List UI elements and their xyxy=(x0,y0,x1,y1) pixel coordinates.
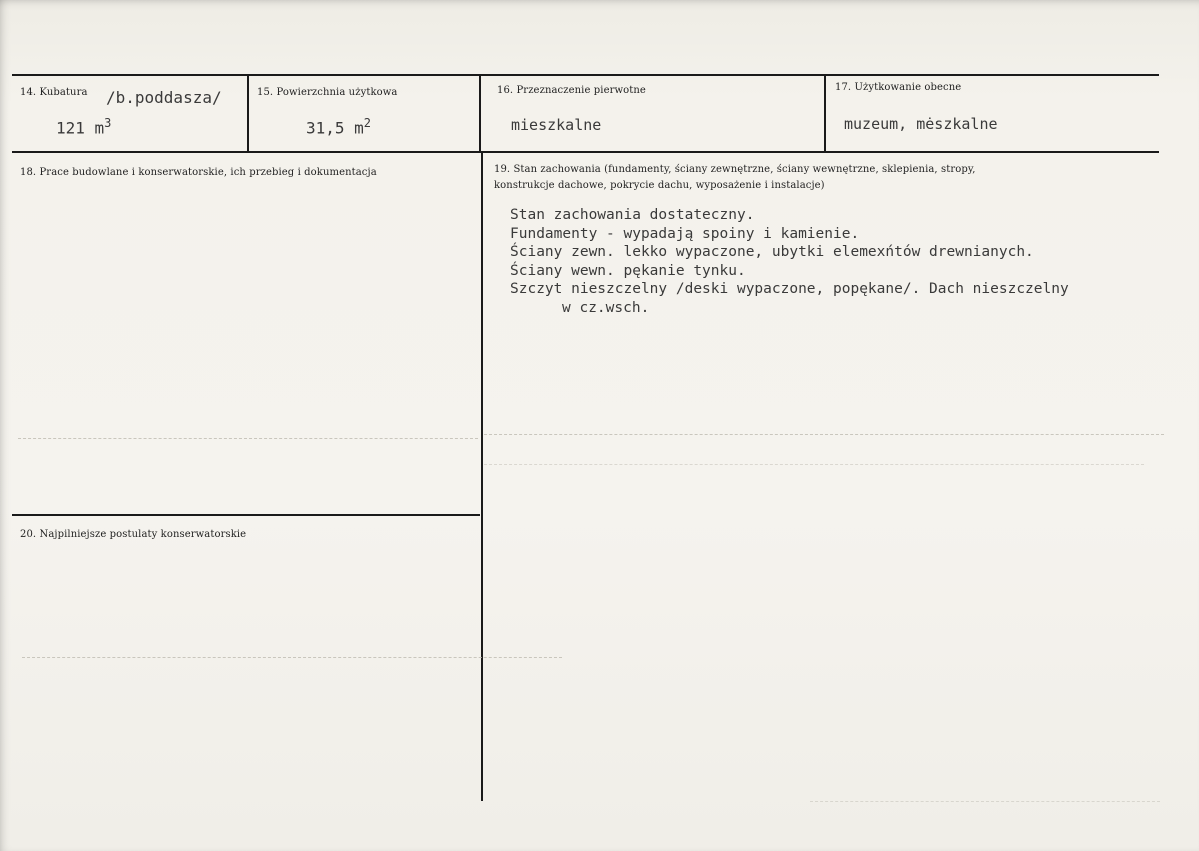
divider-15-16 xyxy=(479,74,481,153)
uzytkowanie-value: muzeum, mėszkalne xyxy=(844,115,998,133)
stan-line: Stan zachowania dostateczny. xyxy=(510,207,755,223)
faint-guide-line xyxy=(18,438,478,440)
kubatura-value-text: 121 m xyxy=(56,118,105,138)
uzytkowanie-label: 17. Użytkowanie obecne xyxy=(835,82,962,93)
top-rule xyxy=(12,74,1159,76)
powierzchnia-value-text: 31,5 m xyxy=(306,118,364,138)
divider-main xyxy=(481,151,483,801)
powierzchnia-unit-exponent: 2 xyxy=(363,116,372,130)
stan-line: Fundamenty - wypadają spoiny i kamienie. xyxy=(510,225,860,242)
stan-label-line1: 19. Stan zachowania (fundamenty, ściany zewnętrzne, ściany wewnętrzne, sklepienia, stropy, xyxy=(494,164,976,175)
faint-guide-line xyxy=(484,434,1164,436)
powierzchnia-label: 15. Powierzchnia użytkowa xyxy=(257,87,398,98)
divider-16-17 xyxy=(824,74,826,153)
stan-line: Ściany zewn. lekko wypaczone, ubytki elemexńtów drewnianych. xyxy=(510,244,1034,260)
przeznaczenie-label: 16. Przeznaczenie pierwotne xyxy=(497,85,646,96)
faint-guide-line xyxy=(810,801,1160,803)
powierzchnia-value xyxy=(306,116,371,137)
kubatura-unit-exponent: 3 xyxy=(104,116,112,130)
faint-guide-line xyxy=(22,657,562,659)
faint-guide-line xyxy=(484,464,1144,466)
row1-bottom-rule xyxy=(12,151,1159,153)
stan-typed-text xyxy=(510,206,1069,317)
postulaty-label: 20. Najpilniejsze postulaty konserwatorskie xyxy=(20,529,247,540)
stan-line: Ściany wewn. pękanie tynku. xyxy=(510,262,746,279)
kubatura-value xyxy=(56,116,111,137)
kubatura-note: /b.poddasza/ xyxy=(106,88,222,107)
stan-label-line2: konstrukcje dachowe, pokrycie dachu, wyposażenie i instalacje) xyxy=(494,180,825,191)
prace-label: 18. Prace budowlane i konserwatorskie, ich przebieg i dokumentacja xyxy=(20,167,377,178)
stan-line: Szczyt nieszczelny /deski wypaczone, popękane/. Dach nieszczelny xyxy=(510,281,1069,297)
stan-line: w cz.wsch. xyxy=(562,299,650,316)
przeznaczenie-value: mieszkalne xyxy=(511,116,602,134)
divider-14-15 xyxy=(247,74,249,153)
section-20-top-rule xyxy=(12,514,480,516)
kubatura-label: 14. Kubatura xyxy=(20,87,88,98)
